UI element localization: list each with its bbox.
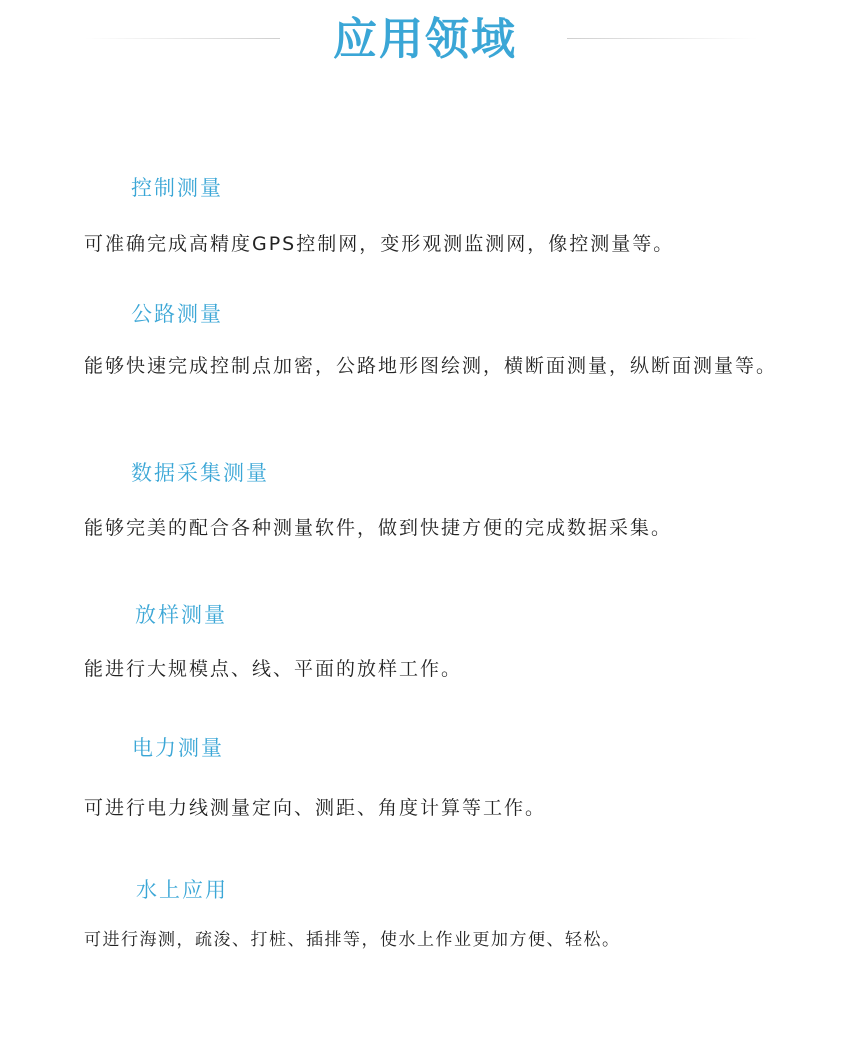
section-title-control-survey: 控制测量 bbox=[131, 176, 223, 200]
section-title-power-survey: 电力测量 bbox=[132, 736, 224, 760]
section-body-stakeout: 能进行大规模点、线、平面的放样工作。 bbox=[84, 658, 463, 680]
section-body-water-application: 可进行海测，疏浚、打桩、插排等，使水上作业更加方便、轻松。 bbox=[84, 930, 621, 950]
section-title-data-collection: 数据采集测量 bbox=[131, 461, 269, 485]
header bbox=[0, 0, 850, 80]
header-divider-right bbox=[567, 38, 757, 39]
section-body-control-survey: 可准确完成高精度GPS控制网，变形观测监测网，像控测量等。 bbox=[84, 233, 675, 255]
section-title-water-application: 水上应用 bbox=[136, 878, 228, 902]
section-title-road-survey: 公路测量 bbox=[131, 302, 223, 326]
section-body-road-survey: 能够快速完成控制点加密，公路地形图绘测，横断面测量，纵断面测量等。 bbox=[84, 355, 778, 377]
section-body-power-survey: 可进行电力线测量定向、测距、角度计算等工作。 bbox=[84, 797, 547, 819]
section-body-data-collection: 能够完美的配合各种测量软件，做到快捷方便的完成数据采集。 bbox=[84, 517, 673, 539]
section-title-stakeout: 放样测量 bbox=[135, 603, 227, 627]
page-title: 应用领域 bbox=[333, 14, 517, 65]
